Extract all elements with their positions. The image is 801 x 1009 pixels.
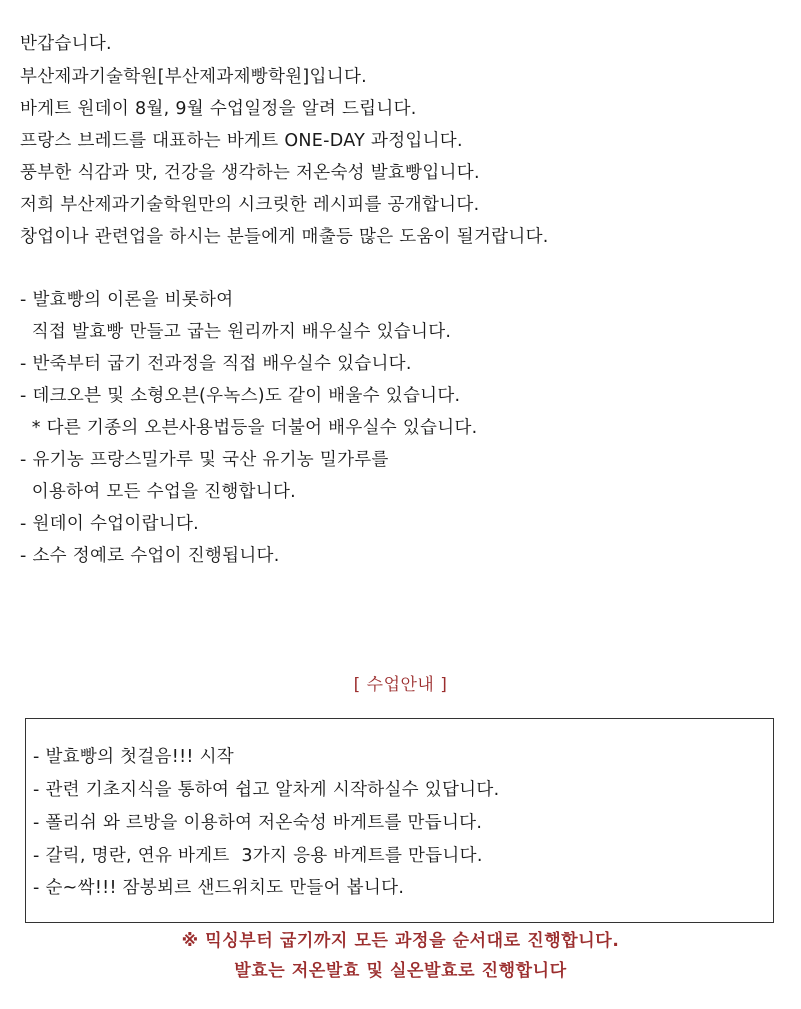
process-note: ※ 믹싱부터 굽기까지 모든 과정을 순서대로 진행합니다. — [181, 931, 620, 951]
guide-line: - 폴리쉬 와 르방을 이용하여 저온숙성 바게트를 만듭니다. — [33, 813, 483, 833]
intro-line: 바게트 원데이 8월, 9월 수업일정을 알려 드립니다. — [20, 99, 417, 119]
feature-line: - 발효빵의 이론을 비롯하여 — [20, 290, 234, 310]
feature-line: - 데크오븐 및 소형오븐(우녹스)도 같이 배울수 있습니다. — [20, 386, 461, 406]
fermentation-note: 발효는 저온발효 및 실온발효로 진행합니다 — [234, 961, 567, 981]
intro-line: 저희 부산제과기술학원만의 시크릿한 레시피를 공개합니다. — [20, 195, 480, 215]
feature-line: 직접 발효빵 만들고 굽는 원리까지 배우실수 있습니다. — [20, 322, 452, 342]
feature-line: - 소수 정예로 수업이 진행됩니다. — [20, 546, 280, 566]
feature-line: * 다른 기종의 오븐사용법등을 더불어 배우실수 있습니다. — [20, 418, 478, 438]
feature-line: - 원데이 수업이랍니다. — [20, 514, 200, 534]
intro-line: 창업이나 관련업을 하시는 분들에게 매출등 많은 도움이 될거랍니다. — [20, 227, 549, 247]
guide-line: - 순~싹!!! 잠봉뵈르 샌드위치도 만들어 봅니다. — [33, 878, 405, 898]
guide-line: - 발효빵의 첫걸음!!! 시작 — [33, 747, 234, 767]
intro-line: 풍부한 식감과 맛, 건강을 생각하는 저온숙성 발효빵입니다. — [20, 163, 480, 183]
guide-line: - 관련 기초지식을 통하여 쉽고 알차게 시작하실수 있답니다. — [33, 780, 500, 800]
feature-line: 이용하여 모든 수업을 진행합니다. — [20, 482, 297, 502]
intro-line: 프랑스 브레드를 대표하는 바게트 ONE-DAY 과정입니다. — [20, 131, 463, 151]
feature-line: - 유기농 프랑스밀가루 및 국산 유기농 밀가루를 — [20, 450, 389, 470]
intro-line: 부산제과기술학원[부산제과제빵학원]입니다. — [20, 67, 368, 87]
class-guide-box — [25, 718, 774, 923]
guide-line: - 갈릭, 명란, 연유 바게트 3가지 응용 바게트를 만듭니다. — [33, 846, 483, 866]
class-guide-heading: [ 수업안내 ] — [353, 675, 448, 695]
intro-line: 반갑습니다. — [20, 34, 112, 54]
feature-line: - 반죽부터 굽기 전과정을 직접 배우실수 있습니다. — [20, 354, 412, 374]
